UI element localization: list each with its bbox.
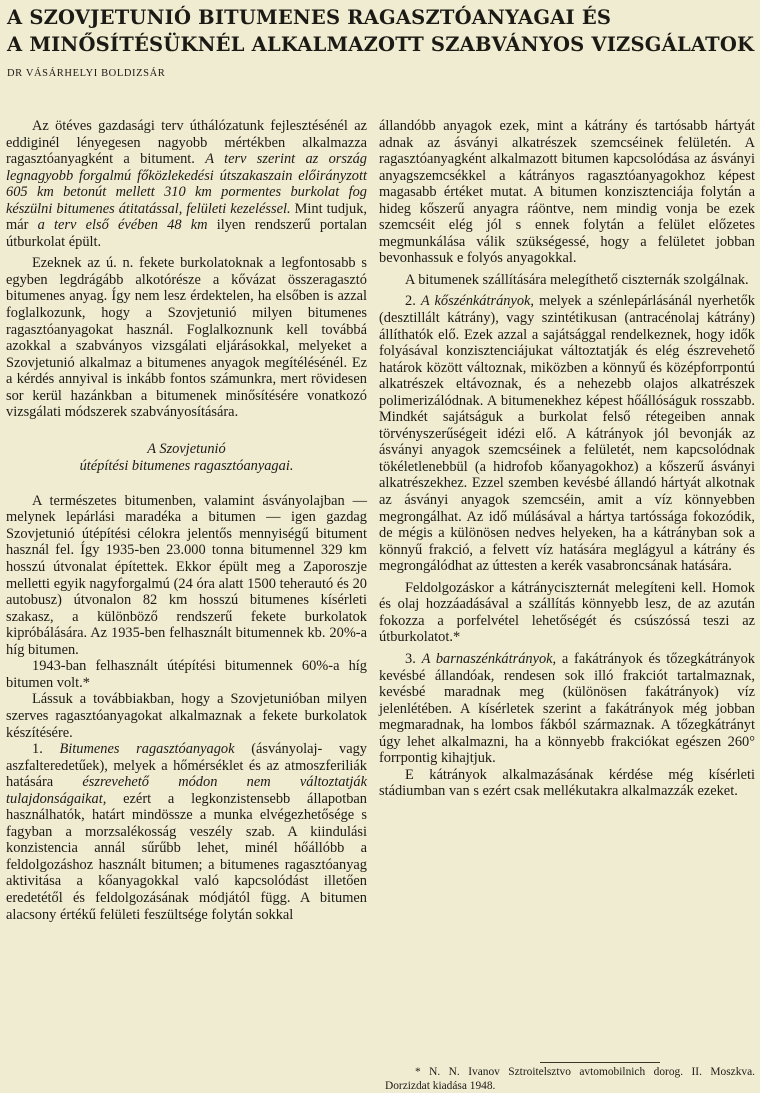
paragraph-lignite-tars [379,651,755,767]
emphasis-properties: észrevehető módon nem változtatják tulajdonságaikat, [6,774,368,807]
section-heading-line-1: A Szovjetunió [147,440,226,457]
article-title [7,0,753,58]
text-run: (ásványolaj- vagy aszfalteredetűek), melyek a hőmérséklet és az atmoszferiliák hatására [6,741,367,791]
item-heading: A kőszénkátrányok, [420,293,535,310]
footnote-text: * N. N. Ivanov Sztroitelsztvo avtomobilnich dorog. II. Moszkva. Dorzizdat kiadása 1948. [385,1066,755,1092]
text-run: ilyen rendszerű portalan útburkolat épült. [6,217,367,250]
paragraph-organic-binders: Lássuk a továbbiakban, hogy a Szovjetunióban milyen szerves ragasztóanyagokat alkalmaznak a fekete burkolatok készítésére. [6,691,367,741]
paragraph-cisterns: A bitumenek szállítására melegíthető ciszternák szolgálnak. [405,271,749,288]
paragraph-intro [6,118,367,250]
footnote-divider [540,1062,660,1063]
paragraph-experimental: E kátrányok alkalmazásának kérdése még kísérleti stádiumban van s ezért csak mellékutakra alkalmazzák ezeket. [379,766,755,800]
text-run: melyek a szénlepárlásánál nyerhetők (desztillált kátrány), vagy szintétikusan (antracénolaj kátrány) állíthatók elő. Ezek azzal a sajátsággal rendelkeznek, hogy idők folyásával konzisztenciájukat változtatják és elég észrevehető határok között változnak, miközben a könnyű és középforrpontú alkatrészek eltávoznak, és a nehezebb olajos alkatrészek polimerizálódnak. A bitumenekhez képest hőállóságuk rosszabb. Mindkét sajátságuk a burkolat felső rétegeiben annak törvényszerűségeit idézi elő. A kátrányok jól bevonják az ásványi anyagok szemcséinek a felületét, nem kapcsolódnak tökéletlenebbül (a hidrofob kőanyagokhoz) a kőszerű ásványi alkatrészekhez. Ezzel szemben kevésbé állandó hártyát alkotnak az ásványi anyagok szemcséin, amit a víz könnyebben megrongálhat. Az idő múlásával a hártya tartóssága fokozódik, de mégis a különösen nedves helyeken, ha a kátrányban sok a könnyű frakció, a felvett víz hatására meglágyul a kátrány és megrongálódhat az úttesten a kerék vasabroncsának hatására. [379,293,755,575]
text-run: Az ötéves gazdasági terv úthálózatunk fejlesztésénél az eddiginél lényegesen nagyobb mértékben alkalmazza ragasztóanyagként a bitument. [6,118,367,168]
emphasis-first-year: a terv első évében 48 km [37,217,208,234]
text-run: Mint tudjuk, már [6,200,368,234]
footnote [385,1062,755,1093]
title-line-2: A MINŐSÍTÉSÜKNÉL ALKALMAZOTT SZABVÁNYOS VIZSGÁLATOK [7,33,755,56]
emphasis-plan: A terv szerint az ország legnagyobb forgalmú főközlekedési útszakaszain előirányzott 605 km betonút mellett 310 km pormentes burkolat fog készülni bitumenes átitatással, felületi kezeléssel. [6,151,367,217]
item-number: 2. [405,293,421,310]
paragraph-natural-bitumen: A természetes bitumenben, valamint ásványolajban — melynek lepárlási maradéka a bitumen — igen gazdag Szovjetunió útépítési célokra jelentős mennyiségű bitument használ fel. Így 1935-ben 23.000 tonna bitumennel 329 km hosszú útvonalat építettek. Ekkor épült meg a Zaporoszje melletti egyik nagyforgalmú (24 óra alatt 1500 teherautó és 20 autobusz) útvonalon 82 km hosszú bitumenes kísérleti szakasz, a különböző rendszerű fekete burkolatok kipróbálására. Az 1935-ben felhasznált bitumennek kb. 20%-a híg bitumen. [6,492,367,658]
right-column [379,118,755,800]
text-run: a fakátrányok és tőzegkátrányok kevésbé állandóak, rendesen sok illó frakciót tartalmaznak, kevésbé maradnak meg (különösen fakátrányok) víz jelenlétében. A kísérletek szerint a fakátrányok még jobban megmaradnak, ha lombos fákból származnak. A tőzegkátrányt úgy lehet alkalmazni, ha a könnyebb frakciókat egészen 260° forrpontig kihajtjuk. [379,650,755,767]
item-number: 3. [405,650,422,667]
paragraph-bituminous-binders [6,741,367,923]
item-heading: A barnaszénkátrányok, [421,650,557,667]
paragraph-1943: 1943-ban felhasznált útépítési bitumennek 60%-a híg bitumen volt.* [6,658,367,691]
paragraph-coal-tars [379,293,755,574]
section-heading-line-2: útépítési bitumenes ragasztóanyagai. [79,457,294,474]
title-line-1: A SZOVJETUNIÓ BITUMENES RAGASZTÓANYAGAI ÉS [7,6,612,29]
paragraph-continued: állandóbb anyagok ezek, mint a kátrány és tartósabb hártyát adnak az ásványi alkatrészek szemcséinek felületén. A ragasztóanyagként alkalmazott bitumen kapcsolódása az ásványi anyagszemcsékkel a kátrányos ragasztóanyagokhoz képest magasabb értéket mutat. A bitumen konzisztenciája folytán a hideg kőszerű anyagra ráöntve, nem mindig vonja be ezek szemcséit elég jól s ennek folytán a felület előzetes megmunkálása válik szükségessé, hogy a felületet jobban bevonhassuk e folyós anyagokkal. [379,118,755,267]
text-run: ezért a legkonzistensebb állapotban használhatók, határt mindössze a munka elvégezhetősége s fagyban a morzsalékosság veszély szab. A kiindulási konzistencia annál sűrűbb lehet, minél hőállóbb a feldolgozáshoz használt bitumen; a bitumenes ragasztóanyag aktivitása a kőanyagokkal való kapcsolódást illetően eredetétől és feldolgozásának módjától függ. A bitumen alacsony értékű felületi feszültsége folytán sokkal [6,790,367,923]
paragraph-processing: Feldolgozáskor a kátrányciszternát melegíteni kell. Homok és olaj hozzáadásával a szállítás könnyebb lesz, de az azután fokozza a porfelvétel lehetőségét és csúszóssá teszi az útburkolatot.* [379,579,755,646]
paragraph-black-pavements: Ezeknek az ú. n. fekete burkolatoknak a legfontosabb s egyben legdrágább alkotórésze a kővázat összeragasztó bitumenes anyag. Így nem lesz érdektelen, ha elsőben is azzal foglalkozunk, hogy a Szovjetunió milyen bitumenes ragasztóanyagokat használ. Foglalkoznunk kell továbbá azokkal a szabványos vizsgálati eljárásokkal, melyeket a Szovjetunió alkalmaz a bitumenes anyagok megítélésénél. Ez a kérdés annyival is inkább fontos számunkra, mert rövidesen sor kerül hazánkban a bitumenek minősítésére vonatkozó vizsgálati módszerek szabványosítására. [6,255,367,421]
item-number: 1. [32,741,60,758]
section-heading [6,441,367,475]
author-name: DR VÁSÁRHELYI BOLDIZSÁR [7,68,166,79]
item-heading: Bitumenes ragasztóanyagok [59,741,235,758]
left-column [6,118,367,923]
